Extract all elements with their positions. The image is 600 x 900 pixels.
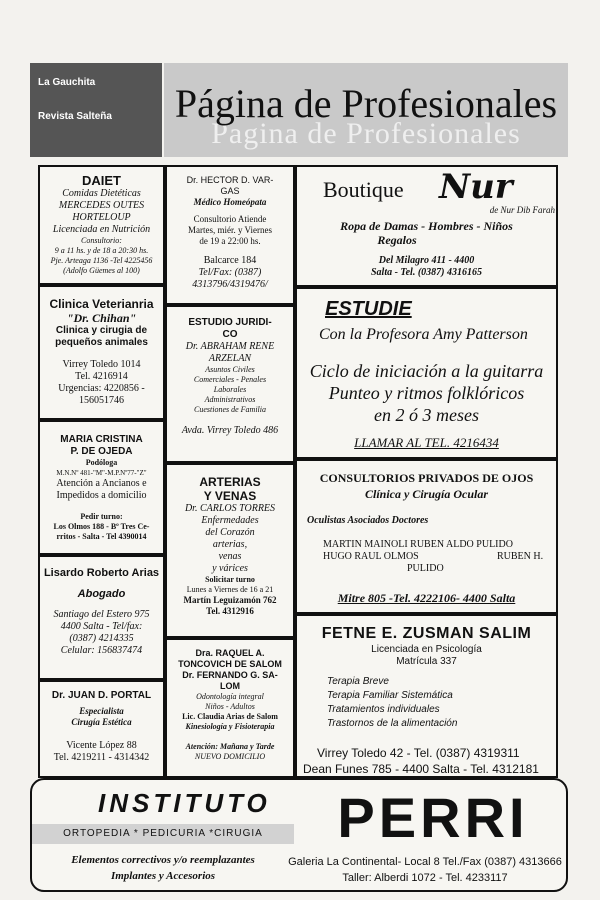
ad-lawyer-arias: [38, 555, 165, 680]
estudie-line4: en 2 ó 3 meses: [374, 405, 479, 425]
header-title-block: [164, 63, 568, 157]
ad-vargas: [165, 165, 295, 305]
juridico-line3: Asuntos Civiles: [205, 365, 255, 374]
daiet-line1: Comidas Dietéticas: [62, 188, 141, 199]
boutique-line3: Del Milagro 411 - 4400: [378, 255, 475, 266]
boutique-line2: Regalos: [377, 233, 417, 247]
estudie-line2: Ciclo de iniciación a la guitarra: [309, 361, 544, 381]
portal-line4: Tel. 4219211 - 4314342: [53, 752, 150, 763]
lisardo-line3: (0387) 4214335: [69, 633, 134, 644]
ojos-doctors1: MARTIN MAINOLI RUBEN ALDO PULIDO: [323, 539, 513, 550]
vet-line6: 156051746: [79, 395, 124, 406]
toncovich-line6: NUEVO DOMICILIO: [194, 752, 266, 761]
boutique-owner: de Nur Dib Farah: [489, 205, 555, 215]
perri-address1: Galeria La Continental- Local 8 Tel./Fax (0387) 4313666: [288, 856, 562, 868]
podo-line1: Podóloga: [85, 458, 118, 467]
juridico-line6: Administrativos: [204, 395, 256, 404]
arterias-line8: Lunes a Viernes de 16 a 21: [186, 585, 274, 594]
ojos-doctors2a: HUGO RAUL OLMOS: [323, 551, 419, 562]
vargas-line5: Balcarce 184: [203, 255, 257, 266]
perri-line1: Elementos correctivos y/o reemplazantes: [71, 854, 255, 866]
vet-line3: Virrey Toledo 1014: [62, 359, 141, 370]
daiet-line8: (Adolfo Güemes al 100): [63, 266, 140, 275]
podo-name1: MARIA CRISTINA: [60, 434, 143, 445]
arterias-line1: Dr. CARLOS TORRES: [184, 503, 276, 514]
perri-instituto: INSTITUTO: [98, 788, 271, 818]
arterias-name1: ARTERIAS: [199, 475, 261, 489]
ad-toncovich-salom: [165, 638, 295, 778]
daiet-line7: Pje. Arteaga 1136 -Tel 4225456: [50, 256, 153, 265]
boutique-line4: Salta - Tel. (0387) 4316165: [370, 267, 482, 278]
toncovich-line5: Atención: Mañana y Tarde: [185, 742, 275, 751]
lisardo-line2: 4400 Salta - Tel/fax:: [60, 621, 143, 632]
juridico-line7: Cuestiones de Familia: [194, 405, 266, 414]
arterias-name2: Y VENAS: [203, 489, 257, 503]
arterias-line3: del Corazón: [205, 527, 255, 538]
header-magazine-name: La Gauchita: [38, 77, 96, 88]
toncovich-name2: TONCOVICH DE SALOM: [178, 659, 282, 669]
podo-line4: Impedidos a domicilio: [56, 490, 147, 501]
arterias-line10: Tel. 4312916: [206, 606, 254, 616]
ad-arterias-venas: [165, 463, 295, 638]
portal-line3: Vicente López 88: [66, 740, 137, 751]
ad-boutique-nur: [295, 165, 558, 287]
ad-zusman-salim: [295, 614, 558, 778]
toncovich-name3: Dr. FERNANDO G. SA-: [182, 670, 278, 680]
ad-podologa: [38, 420, 165, 555]
toncovich-line1: Odontología integral: [196, 692, 264, 701]
daiet-line6: 9 a 11 hs. y de 18 a 20:30 hs.: [54, 246, 149, 255]
vargas-line4: de 19 a 22:00 hs.: [199, 236, 261, 246]
ojos-doctors2b: RUBEN H.: [497, 551, 544, 562]
lisardo-title: Abogado: [77, 588, 126, 600]
juridico-line4: Comerciales - Penales: [193, 375, 267, 384]
juridico-line8: Avda. Virrey Toledo 486: [181, 425, 279, 436]
ojos-address: Mitre 805 -Tel. 4222106- 4400 Salta: [337, 591, 516, 605]
ojos-line1: Oculistas Asociados Doctores: [307, 515, 429, 526]
estudie-line1: Con la Profesora Amy Patterson: [319, 326, 528, 343]
perri-brand-logo: PERRI: [337, 786, 529, 849]
estudie-phone: LLAMAR AL TEL. 4216434: [354, 435, 499, 450]
header-brand-block: [30, 63, 162, 157]
vargas-line6: Tel/Fax: (0387): [198, 267, 262, 278]
daiet-line2: MERCEDES OUTES: [58, 200, 145, 211]
vargas-line2: Consultorio Atiende: [193, 214, 267, 224]
daiet-line4: Licenciada en Nutrición: [52, 224, 151, 235]
podo-line6: Los Olmos 188 - Bº Tres Ce-: [53, 522, 150, 531]
lisardo-line4: Celular: 156837474: [60, 645, 143, 656]
arterias-line6: y várices: [212, 563, 248, 574]
zusman-line7: Virrey Toledo 42 - Tel. (0387) 4319311: [317, 746, 520, 760]
zusman-line6: Trastornos de la alimentación: [327, 718, 458, 729]
toncovich-line2: Niños - Adultos: [205, 702, 255, 711]
zusman-line4: Terapia Familiar Sistemática: [327, 690, 453, 701]
boutique-word: Boutique: [323, 177, 404, 202]
podo-line7: rritos - Salta - Tel 4390014: [56, 532, 147, 541]
ojos-subtitle: Clínica y Cirugía Ocular: [364, 487, 489, 501]
vet-name: Clinica Veterianria: [49, 297, 154, 311]
arterias-line2: Enfermedades: [201, 515, 259, 526]
estudie-line3: Punteo y ritmos folklóricos: [328, 383, 525, 403]
podo-line5: Pedir turno:: [80, 512, 123, 521]
daiet-name: DAIET: [82, 173, 121, 188]
zusman-line1: Licenciada en Psicología: [371, 644, 482, 655]
daiet-line5: Consultorio:: [81, 236, 122, 245]
vargas-line7: 4313796/4319476/: [192, 279, 268, 290]
vet-line1: Clinica y cirugia de: [55, 325, 148, 336]
zusman-line8: Dean Funes 785 - 4400 Salta - Tel. 4312181: [303, 762, 539, 776]
portal-line2: Cirugía Estética: [71, 717, 132, 727]
perri-line2: Implantes y Accesorios: [110, 870, 216, 882]
zusman-line3: Terapia Breve: [327, 676, 389, 687]
ad-instituto-perri: [30, 778, 568, 892]
perri-address2: Taller: Alberdi 1072 - Tel. 4233117: [342, 872, 508, 884]
ad-portal: [38, 680, 165, 778]
toncovich-line4: Kinesiología y Fisioterapia: [185, 722, 275, 731]
podo-line3: Atención a Ancianos e: [56, 478, 147, 489]
vet-doctor: "Dr. Chihan": [66, 311, 137, 325]
vargas-line1: Médico Homeópata: [193, 197, 267, 207]
perri-services: ORTOPEDIA * PEDICURIA *CIRUGIA: [32, 824, 294, 844]
arterias-line9: Martín Leguizamón 762: [183, 595, 277, 605]
ad-consultorios-ojos: [295, 459, 558, 614]
header-magazine-subtitle: Revista Salteña: [38, 111, 112, 122]
vet-line5: Urgencias: 4220856 -: [58, 383, 145, 394]
zusman-line2: Matrícula 337: [396, 656, 457, 667]
juridico-line1: Dr. ABRAHAM RENE: [185, 341, 275, 352]
podo-name2: P. DE OJEDA: [70, 446, 133, 457]
lisardo-name: Lisardo Roberto Arias: [43, 567, 160, 579]
ad-daiet: [38, 165, 165, 285]
lisardo-line1: Santiago del Estero 975: [53, 609, 150, 620]
portal-name: Dr. JUAN D. PORTAL: [51, 690, 152, 701]
zusman-line5: Tratamientos individuales: [327, 704, 440, 715]
header-title-shadow: Pagina de Profesionales: [211, 117, 521, 150]
toncovich-name4: LOM: [220, 681, 240, 691]
ad-vet-clinic: [38, 285, 165, 420]
ojos-doctors3: PULIDO: [407, 563, 444, 574]
juridico-name1: ESTUDIO JURIDI-: [188, 317, 272, 328]
toncovich-name1: Dra. RAQUEL A.: [195, 648, 265, 658]
vargas-line3: Martes, miér. y Viernes: [187, 225, 273, 235]
arterias-line4: arterias,: [212, 539, 248, 550]
page-title: Página de Profesionales: [174, 81, 558, 126]
vargas-name1: Dr. HECTOR D. VAR-: [186, 175, 274, 185]
ad-estudio-juridico: [165, 305, 295, 463]
zusman-name: FETNE E. ZUSMAN SALIM: [321, 625, 532, 642]
arterias-line5: venas: [218, 551, 242, 562]
juridico-name2: CO: [222, 329, 238, 340]
boutique-line1: Ropa de Damas - Hombres - Niños: [340, 219, 513, 233]
boutique-brand-logo: Nur: [439, 167, 513, 207]
juridico-line5: Laborales: [213, 385, 247, 394]
arterias-line7: Solicitar turno: [205, 575, 255, 584]
ojos-title: CONSULTORIOS PRIVADOS DE OJOS: [319, 471, 534, 485]
estudie-title: ESTUDIE: [325, 298, 412, 320]
podo-line2: M.N.Nº 481-"M"-M.P.Nº77-"Z": [56, 469, 147, 477]
daiet-line3: HORTELOUP: [72, 212, 131, 223]
vet-line4: Tel. 4216914: [75, 371, 128, 382]
ad-estudie-guitarra: [295, 287, 558, 459]
vet-line2: pequeños animales: [55, 337, 148, 348]
portal-line1: Especialista: [79, 706, 124, 716]
toncovich-line3: Lic. Claudia Arias de Salom: [182, 712, 278, 721]
juridico-line2: ARZELAN: [208, 353, 252, 364]
vargas-name2: GAS: [220, 186, 240, 196]
